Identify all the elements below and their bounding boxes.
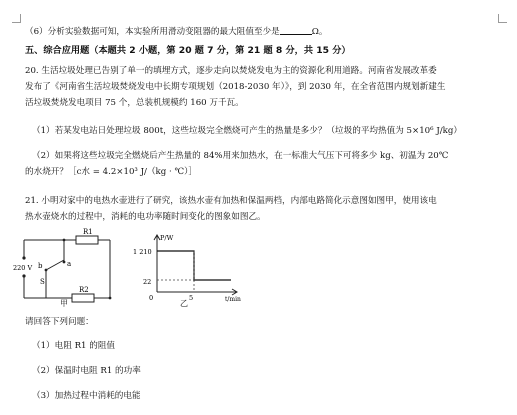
section-5-heading: 五、综合应用题（本题共 2 小题，第 20 题 7 分，第 21 题 8 分，共 15 分） — [25, 45, 351, 56]
q20-2-line-2: 的水烧开？［c水 = 4.2×10³ J/（kg · ℃）］ — [25, 167, 197, 177]
question-6 — [25, 25, 327, 38]
label-r1: R1 — [83, 228, 93, 236]
y-tick-high: 1 210 — [133, 248, 152, 256]
label-b: b — [38, 262, 43, 270]
question-6-unit: Ω。 — [311, 27, 328, 37]
q20-intro-line-3: 活垃圾焚烧发电项目 75 个，总装机规模约 160 万千瓦。 — [25, 98, 244, 108]
label-switch: S — [40, 278, 45, 286]
x-axis-label: t/min — [225, 296, 241, 302]
terminal-bottom — [22, 274, 25, 277]
question-20-part-2 — [25, 148, 495, 180]
y-tick-low: 22 — [143, 278, 152, 286]
crop-mark-left — [12, 14, 21, 23]
question-20-part-1: （1）若某发电站日处理垃圾 800t，这些垃圾完全燃烧可产生的热量是多少？（垃圾的平均热值为 5×10⁶ J/kg） — [32, 126, 462, 136]
resistor-r1 — [76, 236, 98, 244]
circuit-caption: 甲 — [60, 299, 68, 308]
q21-intro-line-2: 热水壶烧水的过程中，消耗的电功率随时间变化的图象如图乙。 — [25, 212, 266, 222]
q21-item-3: （3）加热过程中消耗的电能 — [32, 391, 141, 401]
q20-intro-line-1: 20. 生活垃圾处理已告别了单一的填埋方式，逐步走向以焚烧发电为主的资源化利用道路。河南省发展改革委 — [25, 66, 437, 76]
resistor-r2 — [72, 294, 94, 302]
question-20-intro — [25, 63, 495, 111]
question-21-intro — [25, 193, 495, 225]
graph-caption: 乙 — [180, 299, 188, 308]
crop-mark-right — [498, 14, 507, 23]
answer-blank[interactable] — [280, 25, 312, 35]
x-tick-5: 5 — [189, 294, 194, 302]
q21-intro-line-1: 21. 小明对家中的电热水壶进行了研究，该热水壶有加热和保温两档，内部电路简化示意图如图甲，使用该电 — [25, 196, 437, 206]
q20-2-line-1: （2）如果将这些垃圾完全燃烧后产生热量的 84%用来加热水，在一标准大气压下可将多少 kg、初温为 20℃ — [32, 151, 449, 161]
q20-intro-line-2: 发布了《河南省生活垃圾焚烧发电中长期专项规划（2018-2030 年）》，到 2030 年，在全省范围内规划新建生 — [25, 82, 446, 92]
y-axis-label: P/W — [160, 234, 174, 242]
terminal-top — [22, 256, 25, 259]
label-voltage: 220 V — [13, 264, 33, 272]
switch-s — [46, 260, 64, 270]
label-a: a — [67, 260, 72, 268]
q21-item-2: （2）保温时电阻 R1 的功率 — [32, 366, 141, 376]
answer-prompt: 请回答下列问题： — [25, 317, 94, 327]
q21-item-1: （1）电阻 R1 的阻值 — [32, 341, 116, 351]
question-6-text: （6）分析实验数据可知，本实验所用滑动变阻器的最大阻值至少是 — [25, 27, 280, 37]
origin-label: 0 — [149, 294, 154, 302]
label-r2: R2 — [79, 286, 89, 294]
power-time-graph — [125, 232, 245, 302]
